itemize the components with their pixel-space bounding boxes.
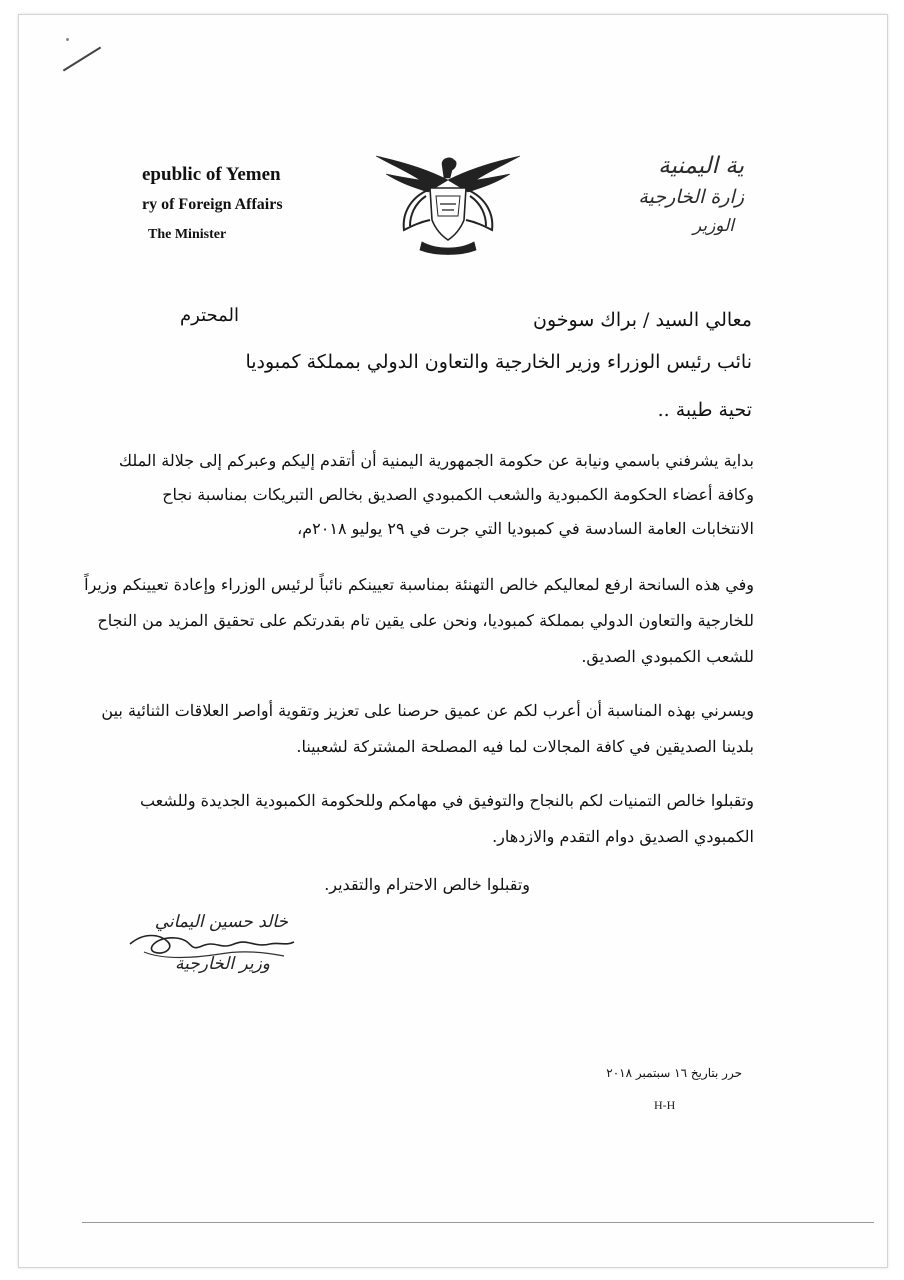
signatory-title: وزير الخارجية — [175, 954, 270, 974]
letterhead-ministry-ar: زارة الخارجية — [638, 186, 744, 208]
paragraph-1-line-2: وكافة أعضاء الحكومة الكمبودية والشعب الكمبودي الصديق بخالص التبريكات بمناسبة نجاح — [162, 485, 754, 504]
bottom-divider — [82, 1222, 874, 1223]
greeting: تحية طيبة .. — [657, 399, 752, 421]
paragraph-3-line-2: بلدينا الصديقين في كافة المجالات لما فيه المصلحة المشتركة لشعبينا. — [296, 737, 754, 756]
paragraph-2-line-1: وفي هذه السانحة ارفع لمعاليكم خالص التهنئة بمناسبة تعيينكم نائباً لرئيس الوزراء وإعادة تعيينكم وزيراً — [84, 575, 754, 594]
paragraph-4-line-2: الكمبودي الصديق دوام التقدم والازدهار. — [492, 827, 754, 846]
paragraph-2-line-2: للخارجية والتعاون الدولي بمملكة كمبوديا، ونحن على يقين تام بقدرتكم على تحقيق المزيد من النجاح — [97, 611, 754, 630]
closing-line: وتقبلوا خالص الاحترام والتقدير. — [324, 875, 530, 894]
paragraph-2-line-3: للشعب الكمبودي الصديق. — [581, 647, 754, 666]
yemen-eagle-emblem-icon — [372, 150, 524, 260]
date-line: حرر بتاريخ ١٦ سبتمبر ٢٠١٨ — [606, 1066, 742, 1080]
reference-code: H-H — [654, 1098, 676, 1112]
letterhead-ministry-en: ry of Foreign Affairs — [142, 196, 283, 213]
letterhead-minister-ar: الوزير — [692, 216, 734, 236]
addressee-title: نائب رئيس الوزراء وزير الخارجية والتعاون الدولي بمملكة كمبوديا — [245, 351, 752, 373]
paragraph-1-line-3: الانتخابات العامة السادسة في كمبوديا التي جرت في ٢٩ يوليو ٢٠١٨م، — [297, 519, 754, 538]
letterhead-country-en: epublic of Yemen — [142, 164, 281, 185]
letterhead-country-ar: ية اليمنية — [658, 153, 744, 179]
letterhead-minister-en: The Minister — [148, 227, 227, 242]
paragraph-1-line-1: بداية يشرفني باسمي ونيابة عن حكومة الجمهورية اليمنية أن أتقدم إليكم وعبركم إلى جلالة الملك — [118, 451, 754, 470]
letterhead-arabic — [620, 150, 744, 250]
addressee-honorific: المحترم — [180, 305, 240, 326]
scan-dot — [66, 38, 69, 41]
paragraph-4-line-1: وتقبلوا خالص التمنيات لكم بالنجاح والتوفيق في مهامكم وللحكومة الكمبودية الجديدة وللشعب — [139, 791, 754, 810]
addressee-salutation: معالي السيد / براك سوخون — [532, 309, 752, 331]
paragraph-3-line-1: ويسرني بهذه المناسبة أن أعرب لكم عن عميق حرصنا على تعزيز وتقوية أواصر العلاقات الثنائية بين — [101, 701, 754, 720]
letterhead-english — [142, 160, 322, 250]
signatory-name: خالد حسين اليماني — [154, 912, 288, 932]
